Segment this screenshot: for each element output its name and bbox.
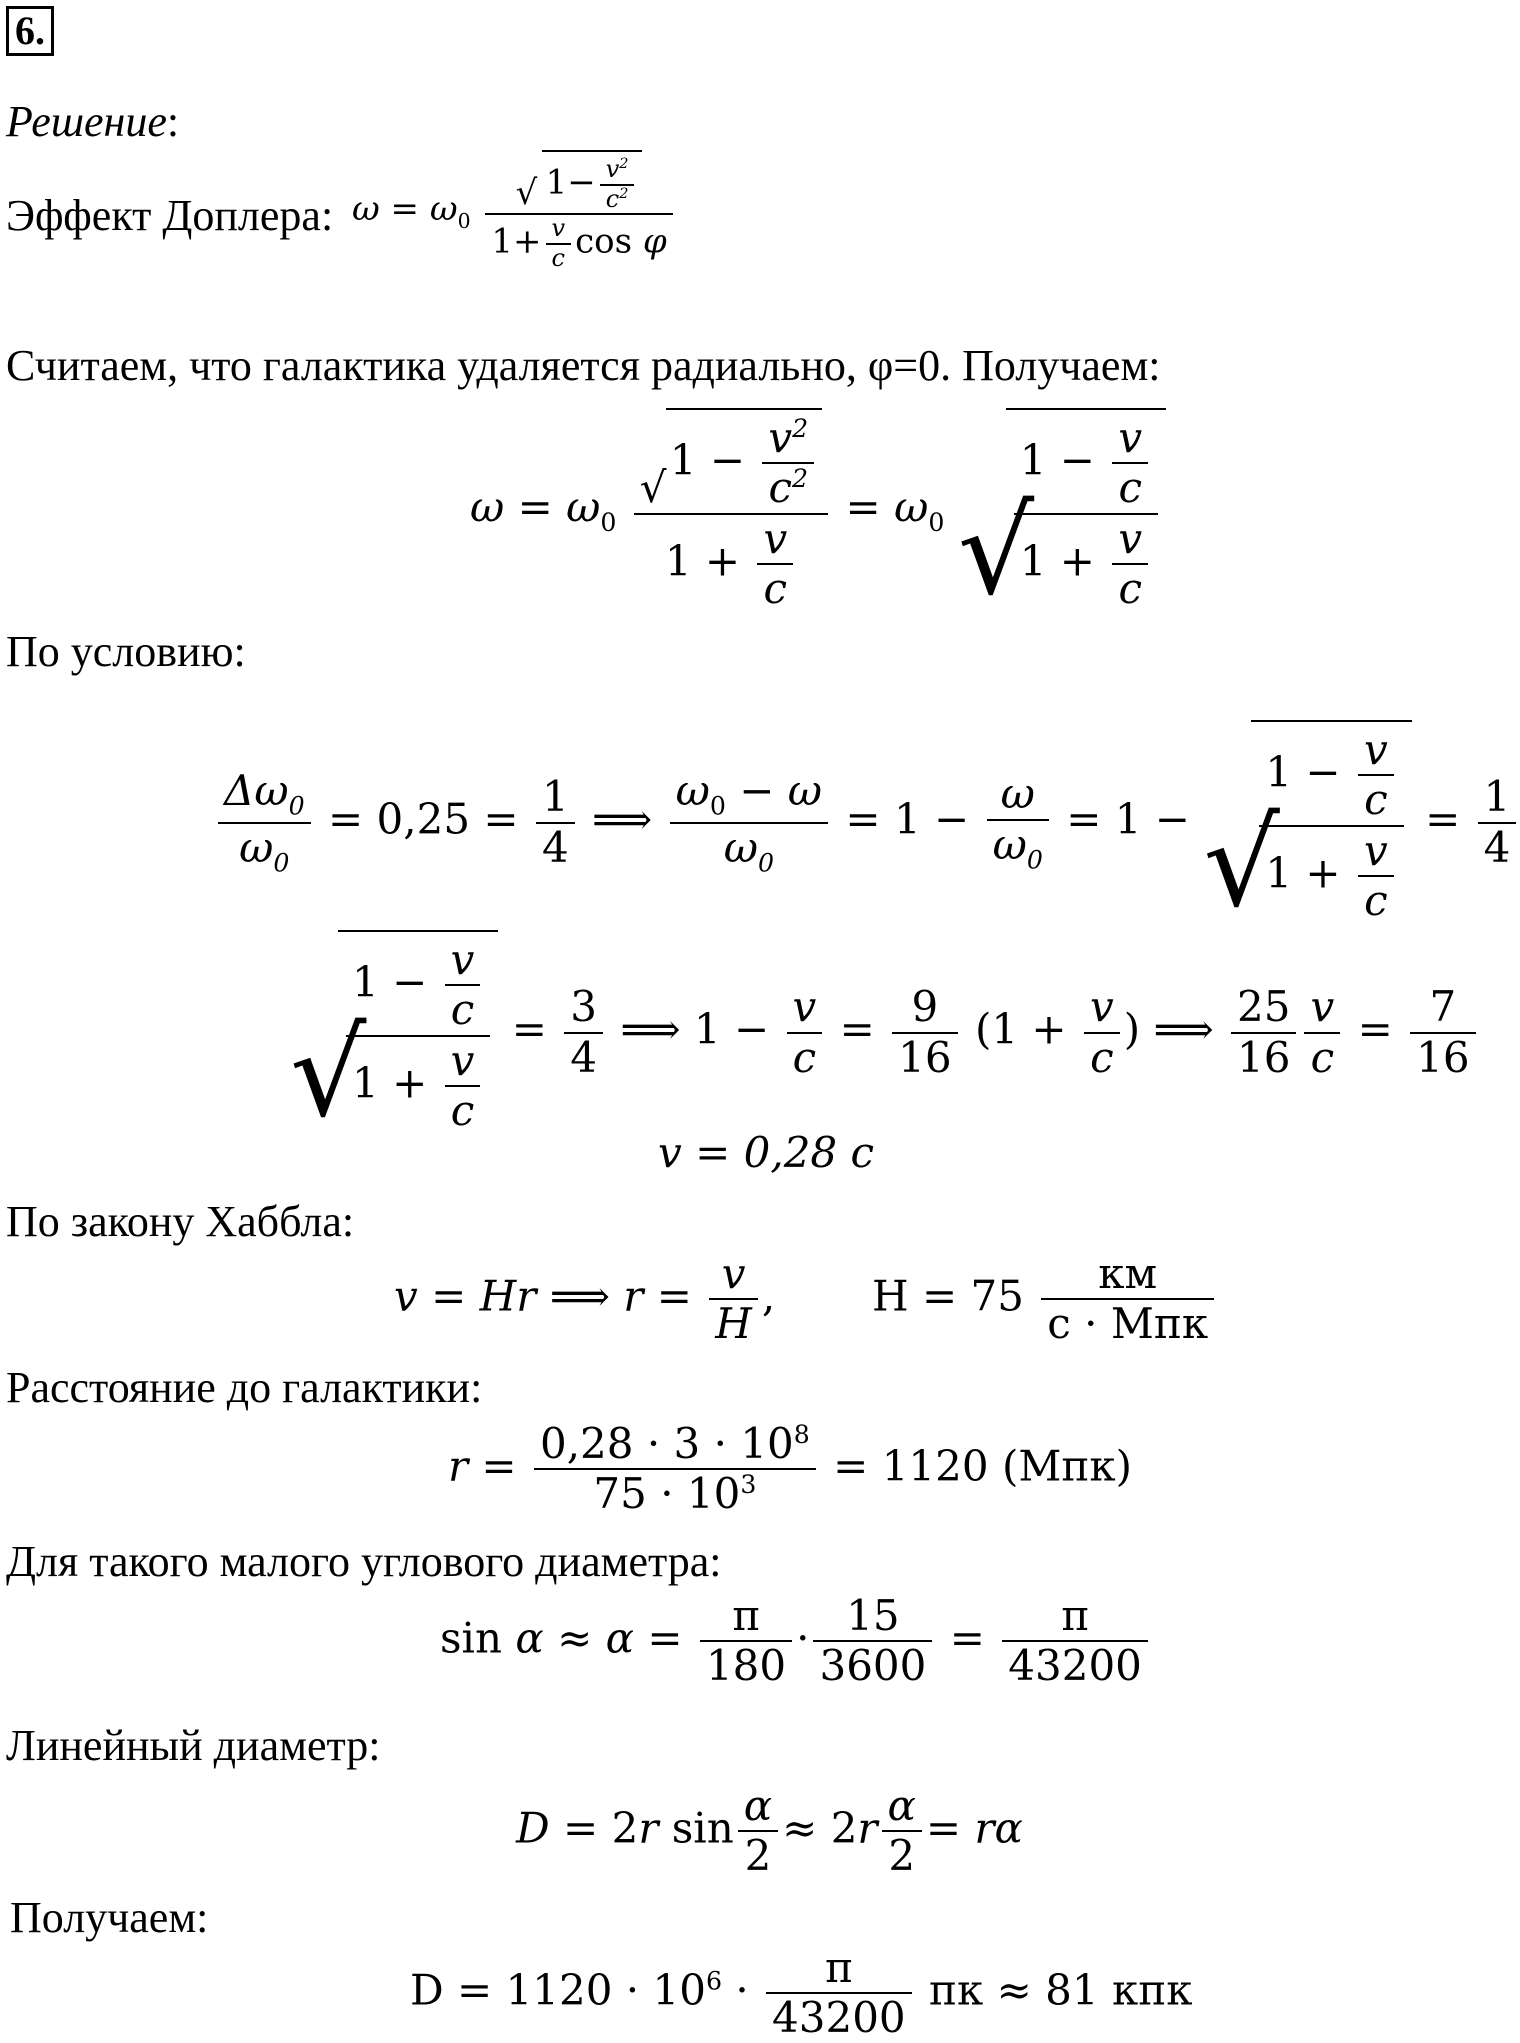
problem-number: 6. (6, 6, 54, 56)
hubble-label: По закону Хаббла: (6, 1197, 355, 1246)
angle-label: Для такого малого углового диаметра: (6, 1537, 722, 1586)
doppler-formula: $\omega = \omega_0$ √ 1− $\frac{v^2}{c^2}$ 1+ $\frac{v}{c}$ cos φ (352, 150, 677, 272)
hubble-formula: v = Hr ⟹ r = $\frac{v}{H}$ , H = 75 $\frac{км}{\text{с · Мпк}}$ (394, 1250, 1218, 1349)
obtain-label: Получаем: (10, 1893, 209, 1942)
radial-assumption: Считаем, что галактика удаляется радиально, φ=0. Получаем: (6, 341, 1161, 390)
radial-doppler-formula: $\omega = \omega_0$ √ 1 − $\frac{v^2}{c^2}$ 1 + $\frac{v}{c}$ = $\omega_0$ √ 1 − $\frac{v}{c}$ 1 + $\frac{v}{c}$ (470, 408, 1166, 613)
distance-label: Расстояние до галактики: (6, 1363, 483, 1412)
distance-formula: r = $\frac{0,28 \cdot 3 \cdot 10^8}{75 \cdot 10^3}$ = 1120 (Мпк) (448, 1419, 1132, 1519)
condition-equation: $\frac{\Delta\omega_0}{\omega_0}$ = 0,25 = $\frac{1}{4}$ ⟹ $\frac{\omega_0 - \omega}{\omega_0}$ = 1 − $\frac{\omega}{\omega_0}$ = 1 − √ 1 − $\frac{v}{c}$ 1 + $\frac{v}{c}$ = $\frac{1}{4}$ (214, 720, 1520, 925)
velocity-result: v = 0,28 c (658, 1128, 875, 1177)
linear-label: Линейный диаметр: (6, 1721, 381, 1770)
derivation-step: √ 1 − $\frac{v}{c}$ 1 + $\frac{v}{c}$ = $\frac{3}{4}$ ⟹ 1 − $\frac{v}{c}$ = $\frac{9}{16}$ (1 + $\frac{v}{c}$ ) ⟹ $\frac{25}{16}$ $\frac{v}{c}$ = $\frac{7}{16}$ (290, 930, 1480, 1135)
condition-label: По условию: (6, 627, 246, 676)
linear-formula: D = 2r sin $\frac{\alpha}{2}$ ≈ 2r $\frac{\alpha}{2}$ = rα (516, 1781, 1023, 1881)
angle-formula: sin α ≈ α = $\frac{\pi}{180}$ · $\frac{15}{3600}$ = $\frac{\pi}{43200}$ (440, 1592, 1152, 1691)
final-formula: $D = 1120 \cdot 10^6$ · $\frac{\pi}{43200}$ пк ≈ 81 кпк (410, 1943, 1193, 2043)
solution-heading: Решение: (6, 97, 180, 146)
doppler-label: Эффект Доплера: (6, 191, 334, 240)
